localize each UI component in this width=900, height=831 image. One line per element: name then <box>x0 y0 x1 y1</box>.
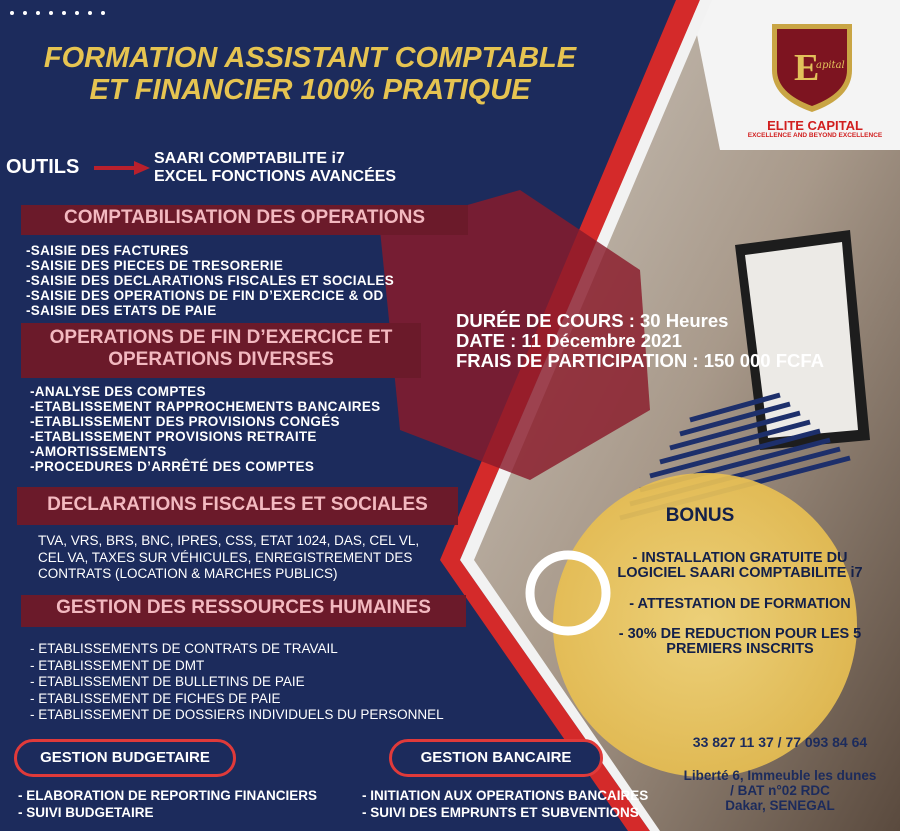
budget-list <box>18 788 317 821</box>
list-item: -SAISIE DES FACTURES <box>26 243 189 258</box>
address-line: Dakar, SENEGAL <box>725 798 835 813</box>
list-item: -SAISIE DES ETATS DE PAIE <box>26 303 217 318</box>
list-item: - ETABLISSEMENT DE FICHES DE PAIE <box>30 690 281 706</box>
list-item: - ELABORATION DE REPORTING FINANCIERS <box>18 788 318 803</box>
course-fee: FRAIS DE PARTICIPATION : 150 000 FCFA <box>456 350 825 371</box>
course-info <box>456 311 824 371</box>
contact-phone: 33 827 11 37 / 77 093 84 64 <box>692 734 868 750</box>
list-item: - ETABLISSEMENT DE DOSSIERS INDIVIDUELS DU PERSONNEL <box>30 707 444 722</box>
bonus-item: - ATTESTATION DE FORMATION <box>629 596 851 612</box>
section-header-rh: GESTION DES RESSOURCES HUMAINES <box>21 595 466 627</box>
brand-name: ELITE CAPITAL <box>767 118 863 133</box>
rh-list <box>30 641 444 724</box>
text-line: TVA, VRS, BRS, BNC, IPRES, CSS, ETAT 1024, DAS, CEL VL, <box>38 533 420 548</box>
tool-item: EXCEL FONCTIONS AVANCÉES <box>154 168 397 185</box>
arrow-right-icon <box>92 159 152 177</box>
list-item: - INITIATION AUX OPERATIONS BANCAIRES <box>362 788 649 803</box>
list-item: -SAISIE DES DECLARATIONS FISCALES ET SOCIALES <box>26 273 395 288</box>
course-duration: DURÉE DE COURS : 30 Heures <box>456 310 729 331</box>
comptabilisation-list <box>26 243 394 318</box>
section-title-line-2: OPERATIONS DIVERSES <box>108 349 334 370</box>
list-item: -ETABLISSEMENT PROVISIONS RETRAITE <box>30 429 317 444</box>
banking-pill: GESTION BANCAIRE <box>389 739 603 777</box>
list-item: - ETABLISSEMENTS DE CONTRATS DE TRAVAIL <box>30 641 338 656</box>
declarations-text <box>38 533 419 583</box>
logo-script: apital <box>816 60 845 71</box>
contact-address <box>660 768 900 813</box>
address-line: / BAT n°02 RDC <box>730 783 830 798</box>
list-item: - SUIVI DES EMPRUNTS ET SUBVENTIONS <box>362 804 639 820</box>
bonus-line: - INSTALLATION GRATUITE DU <box>632 550 848 566</box>
tools-label: OUTILS <box>6 156 80 178</box>
tool-item: SAARI COMPTABILITE i7 <box>154 150 345 167</box>
bonus-title: BONUS <box>665 505 735 526</box>
bonus-item <box>580 551 900 581</box>
section-title-line-1: OPERATIONS DE FIN D’EXERCICE ET <box>49 327 393 348</box>
title-line-2: ET FINANCIER 100% PRATIQUE <box>89 74 531 106</box>
bonus-line: - 30% DE REDUCTION POUR LES 5 <box>618 626 862 642</box>
list-item: -PROCEDURES D’ARRÊTÉ DES COMPTES <box>30 459 315 474</box>
list-item: -ETABLISSEMENT DES PROVISIONS CONGÉS <box>30 414 340 429</box>
page-title <box>0 42 620 106</box>
dot-row-decoration <box>8 6 118 20</box>
list-item: - ETABLISSEMENT DE DMT <box>30 657 205 673</box>
text-line: CONTRATS (LOCATION & MARCHES PUBLICS) <box>38 566 338 581</box>
elite-capital-shield-logo <box>768 18 856 114</box>
list-item: -ANALYSE DES COMPTES <box>30 384 206 399</box>
bonus-line: PREMIERS INSCRITS <box>666 641 814 657</box>
fin-exercice-list <box>30 384 380 474</box>
logo-letter: E <box>794 47 820 89</box>
budget-pill: GESTION BUDGETAIRE <box>14 739 236 777</box>
list-item: -SAISIE DES OPERATIONS DE FIN D’EXERCICE & OD <box>26 288 384 303</box>
text-line: CEL VA, TAXES SUR VÉHICULES, ENREGISTREMENT DES <box>38 549 413 565</box>
section-header-comptabilisation: COMPTABILISATION DES OPERATIONS <box>21 205 468 235</box>
address-line: Liberté 6, Immeuble les dunes <box>683 768 877 783</box>
section-header-declarations: DECLARATIONS FISCALES ET SOCIALES <box>17 487 458 525</box>
banking-list <box>362 788 648 821</box>
list-item: -AMORTISSEMENTS <box>30 444 167 459</box>
tools-list <box>154 150 396 186</box>
bonus-line: LOGICIEL SAARI COMPTABILITE i7 <box>617 565 863 581</box>
list-item: -ETABLISSEMENT RAPPROCHEMENTS BANCAIRES <box>30 399 381 414</box>
bonus-item <box>580 627 900 657</box>
title-line-1: FORMATION ASSISTANT COMPTABLE <box>43 42 577 74</box>
list-item: - SUIVI BUDGETAIRE <box>18 804 154 820</box>
course-date: DATE : 11 Décembre 2021 <box>456 330 682 351</box>
section-header-fin-exercice <box>21 323 421 378</box>
brand-tagline: EXCELLENCE AND BEYOND EXCELLENCE <box>747 132 883 139</box>
list-item: - ETABLISSEMENT DE BULLETINS DE PAIE <box>30 674 305 689</box>
list-item: -SAISIE DES PIECES DE TRESORERIE <box>26 258 284 273</box>
